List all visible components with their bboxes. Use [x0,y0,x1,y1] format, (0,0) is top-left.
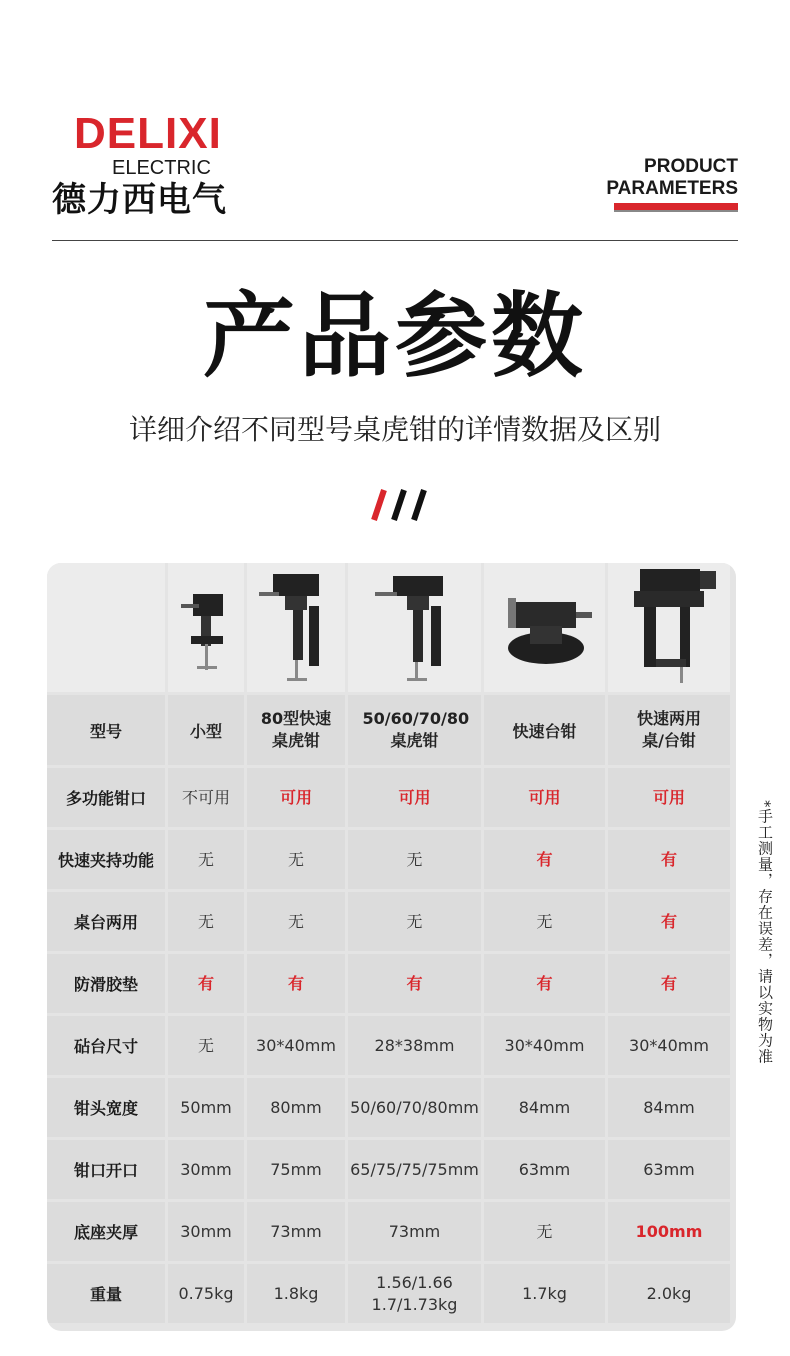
parameter-row [47,954,730,1013]
parameter-value: 28*38mm [348,1016,481,1075]
product-image-cell [608,563,730,692]
bench-vise-image [490,576,600,676]
parameter-row [47,892,730,951]
product-image-cell [348,563,481,692]
parameter-value: 无 [168,1016,244,1075]
parameter-row [47,1264,730,1323]
parameter-value: 75mm [247,1140,345,1199]
parameter-value: 30*40mm [608,1016,730,1075]
parameter-value: 84mm [484,1078,605,1137]
parameter-value: 30mm [168,1202,244,1261]
parameter-label: 重量 [47,1264,165,1323]
parameter-label: 钳口开口 [47,1140,165,1199]
model-cell: 快速两用桌/台钳 [608,695,730,765]
parameter-value: 有 [168,954,244,1013]
vise-80-image [251,566,341,686]
badge-line1: PRODUCT [644,156,738,177]
parameter-value: 73mm [247,1202,345,1261]
parameter-value: 30*40mm [247,1016,345,1075]
parameter-value: 63mm [608,1140,730,1199]
parameter-row [47,1078,730,1137]
parameter-label: 防滑胶垫 [47,954,165,1013]
parameter-value: 可用 [348,768,481,827]
parameter-value: 无 [484,1202,605,1261]
badge-line2: PARAMETERS [606,178,738,199]
parameter-value: 50/60/70/80mm [348,1078,481,1137]
brand-logo [52,109,282,220]
parameter-label: 桌台两用 [47,892,165,951]
vise-multi-size-image [365,566,465,686]
parameter-value: 可用 [608,768,730,827]
parameter-value: 0.75kg [168,1264,244,1323]
parameter-value: 不可用 [168,768,244,827]
product-parameters-badge [606,156,738,200]
parameter-row [47,830,730,889]
model-cell: 50/60/70/80桌虎钳 [348,695,481,765]
parameter-value: 无 [484,892,605,951]
parameter-label: 砧台尺寸 [47,1016,165,1075]
parameter-value: 无 [348,892,481,951]
parameter-value: 可用 [247,768,345,827]
parameter-value: 有 [348,954,481,1013]
parameter-value: 可用 [484,768,605,827]
parameter-label: 多功能钳口 [47,768,165,827]
parameter-row [47,1202,730,1261]
parameter-value: 65/75/75/75mm [348,1140,481,1199]
parameter-value: 50mm [168,1078,244,1137]
model-row [47,695,730,765]
brand-name: DELIXI [74,109,222,158]
badge-underline [614,203,738,210]
model-label: 型号 [47,695,165,765]
parameter-row [47,1140,730,1199]
slash-decoration-icon [360,488,430,522]
product-image-cell [484,563,605,692]
parameter-value: 73mm [348,1202,481,1261]
dual-use-vise-image [614,563,724,688]
parameter-value: 有 [484,830,605,889]
product-image-cell [247,563,345,692]
parameter-value: 63mm [484,1140,605,1199]
brand-sub: ELECTRIC [112,157,211,179]
mini-vise-image [171,576,241,676]
parameter-value: 有 [608,892,730,951]
corner-cell [47,563,165,692]
parameter-label: 钳头宽度 [47,1078,165,1137]
page-subtitle: 详细介绍不同型号桌虎钳的详情数据及区别 [128,413,661,446]
model-cell: 80型快速桌虎钳 [247,695,345,765]
parameter-label: 快速夹持功能 [47,830,165,889]
parameter-value: 100mm [608,1202,730,1261]
parameter-value: 有 [484,954,605,1013]
parameter-row [47,768,730,827]
parameter-value: 80mm [247,1078,345,1137]
parameter-value: 有 [247,954,345,1013]
model-cell: 小型 [168,695,244,765]
header-divider [52,240,738,241]
product-image-row [47,563,730,692]
parameter-label: 底座夹厚 [47,1202,165,1261]
parameter-value: 有 [608,830,730,889]
brand-cn: 德力西电气 [52,180,227,220]
parameter-value: 1.7kg [484,1264,605,1323]
model-cell: 快速台钳 [484,695,605,765]
measurement-note: *手工测量，存在误差，请以实物为准 [756,800,774,1065]
parameter-row [47,1016,730,1075]
parameter-value: 无 [348,830,481,889]
parameter-value: 30mm [168,1140,244,1199]
product-image-cell [168,563,244,692]
parameter-value: 无 [247,892,345,951]
parameter-table [47,563,736,1331]
parameter-value: 2.0kg [608,1264,730,1323]
parameter-value: 1.56/1.66 1.7/1.73kg [348,1264,481,1323]
parameter-value: 1.8kg [247,1264,345,1323]
parameter-value: 无 [168,830,244,889]
page-title: 产品参数 [202,283,587,390]
parameter-value: 无 [168,892,244,951]
parameter-value: 有 [608,954,730,1013]
parameter-value: 84mm [608,1078,730,1137]
parameter-value: 30*40mm [484,1016,605,1075]
parameter-value: 无 [247,830,345,889]
